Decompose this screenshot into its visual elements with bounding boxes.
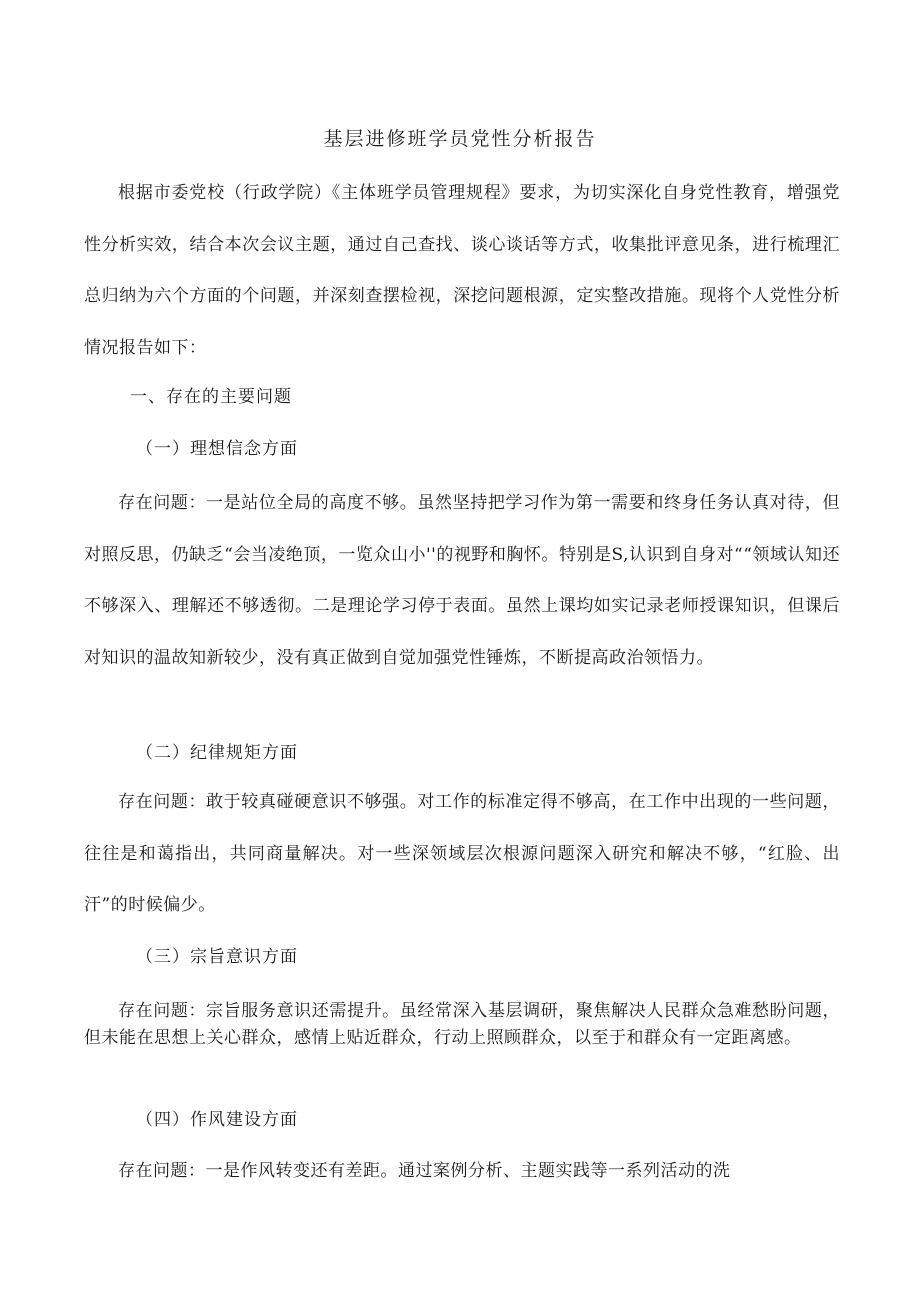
subsection-body-discipline: 存在问题：敢于较真碰硬意识不够强。对工作的标准定得不够高，在工作中出现的一些问题，往往是和蔼指出，共同商量解决。对一些深领域层次根源问题深入研究和解决不够，“红脸、出汗”的时候偏少。 [84,792,840,915]
subsection-body-purpose: 存在问题：宗旨服务意识还需提升。虽经常深入基层调研，聚焦解决人民群众急难愁盼问题，但未能在思想上关心群众，感情上贴近群众，行动上照顾群众，以至于和群众有一定距离感。 [84,1001,840,1048]
section-heading-problems: 一、存在的主要问题 [130,387,292,407]
subsection-heading-purpose: （三）宗旨意识方面 [136,947,298,967]
subsection-body-style: 存在问题：一是作风转变还有差距。通过案例分析、主题实践等一系列活动的洗 [118,1161,731,1181]
subsection-heading-style: （四）作风建设方面 [136,1110,298,1130]
subsection-heading-discipline: （二）纪律规矩方面 [136,743,298,763]
intro-paragraph: 根据市委党校（行政学院）《主体班学员管理规程》要求，为切实深化自身党性教育，增强党性分析实效，结合本次会议主题，通过自己查找、谈心谈话等方式，收集批评意见条，进行梳理汇总归纳为六个方面的个问题，并深刻查摆检视，深挖问题根源，定实整改措施。现将个人党性分析情况报告如下： [84,183,840,358]
subsection-body-ideals: 存在问题：一是站位全局的高度不够。虽然坚持把学习作为第一需要和终身任务认真对待，但对照反思，仍缺乏“会当凌绝顶，一览众山小''的视野和胸怀。特别是S,认识到自身对““领域认知还不够深入、理解还不够透彻。二是理论学习停于表面。虽然上课均如实记录老师授课知识，但课后对知识的温故知新较少，没有真正做到自觉加强党性锤炼，不断提高政治领悟力。 [84,493,840,668]
document-title: 基层进修班学员党性分析报告 [323,128,597,150]
subsection-heading-ideals: （一）理想信念方面 [136,439,298,459]
